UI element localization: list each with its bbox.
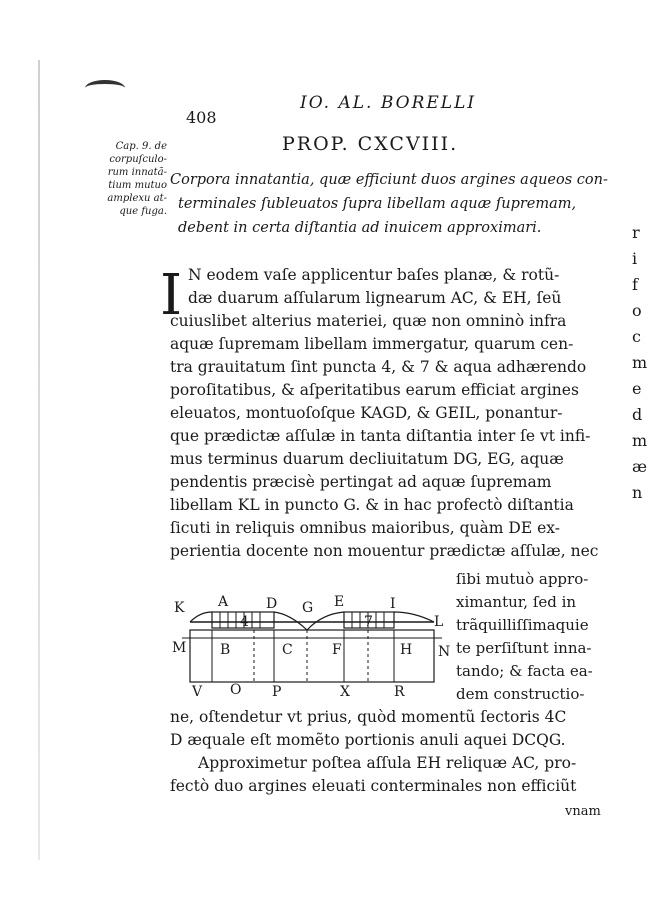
label-p: P	[272, 684, 282, 700]
body-line: eleuatos, montuoſoſque KAGD, & GEIL, ponantur-	[170, 404, 563, 422]
body-line: cuiuslibet alterius materiei, quæ non omninò infra	[170, 312, 567, 330]
wrapped-line: te perſiſtunt inna-	[456, 639, 592, 657]
margin-note	[72, 140, 167, 218]
edge-letter: d	[632, 405, 643, 424]
label-n: N	[438, 644, 451, 660]
edge-letter: o	[632, 301, 642, 320]
statement-line: Corpora innatantia, quæ efficiunt duos argines aqueos con-	[170, 172, 608, 188]
edge-letter: e	[632, 379, 642, 398]
margin-note-line: corpuſculo-	[109, 154, 167, 165]
binding-mark	[85, 80, 125, 96]
edge-letter: i	[632, 249, 638, 268]
proposition-statement	[170, 168, 610, 240]
margin-note-line: amplexu at-	[107, 193, 167, 204]
label-four: 4	[240, 614, 249, 630]
diagram-figure	[172, 590, 452, 700]
label-i: I	[390, 596, 396, 612]
label-seven: 7	[364, 614, 373, 630]
body-line: ſicuti in reliquis omnibus maioribus, quàm DE ex-	[170, 519, 560, 537]
drop-cap: I	[160, 263, 183, 328]
label-r: R	[394, 684, 405, 700]
catchword: vnam	[565, 804, 601, 819]
margin-note-line: tium mutuo	[108, 180, 167, 191]
proposition-title: PROP. CXCVIII.	[282, 133, 459, 155]
statement-line: debent in certa diſtantia ad inuicem approximari.	[178, 220, 542, 236]
edge-letter: m	[632, 353, 648, 372]
body-line: poroſitatibus, & aſperitatibus earum efficiat argines	[170, 381, 579, 399]
statement-line: terminales ſubleuatos ſupra libellam aquæ ſupremam,	[178, 196, 577, 212]
label-e: E	[334, 594, 345, 610]
margin-note-line: que fuga.	[119, 206, 167, 217]
label-v: V	[192, 684, 203, 700]
facing-page-letters	[632, 220, 647, 506]
bottom-line: fectò duo argines eleuati conterminales non efficiũt	[170, 777, 577, 795]
wrapped-line: tando; & facta ea-	[456, 662, 593, 680]
label-a: A	[218, 594, 229, 610]
body-line: N eodem vaſe applicentur baſes planæ, & rotũ-	[188, 266, 560, 284]
label-h: H	[400, 642, 413, 658]
label-d: D	[266, 596, 278, 612]
edge-letter: c	[632, 327, 641, 346]
facing-page-edge	[612, 0, 655, 900]
bottom-line: ne, oſtendetur vt prius, quòd momentũ ſectoris 4C	[170, 708, 567, 726]
label-g: G	[302, 600, 314, 616]
label-x: X	[340, 684, 350, 700]
body-line: mus terminus duarum decliuitatum DG, EG, aquæ	[170, 450, 564, 468]
body-line: tra grauitatum ſint puncta 4, & 7 & aqua adhærendo	[170, 358, 587, 376]
wrapped-line: trãquilliſſimaquie	[456, 616, 589, 634]
label-c: C	[282, 642, 293, 658]
wrapped-line: dem constructio-	[456, 685, 585, 703]
label-k: K	[174, 600, 185, 616]
label-l: L	[434, 614, 444, 630]
bottom-text	[170, 706, 610, 798]
wrapped-line: ſibi mutuò appro-	[456, 570, 589, 588]
label-o: O	[230, 682, 242, 698]
wrapped-text	[456, 568, 606, 706]
body-text	[170, 264, 600, 563]
bottom-line: Approximetur poſtea aſſula EH reliquæ AC, pro-	[198, 754, 577, 772]
edge-letter: f	[632, 275, 638, 294]
page-number: 408	[186, 108, 217, 127]
margin-note-line: Cap. 9. de	[115, 141, 167, 152]
body-line: perientia docente non mouentur prædictæ aſſulæ, nec	[170, 542, 599, 560]
body-line: pendentis præcisè pertingat ad aquæ ſupremam	[170, 473, 552, 491]
label-m: M	[172, 640, 187, 656]
body-line: que prædictæ aſſulæ in tanta diſtantia inter ſe vt infi-	[170, 427, 591, 445]
gutter-shadow	[38, 60, 40, 860]
body-line: libellam KL in puncto G. & in hac profectò diſtantia	[170, 496, 574, 514]
edge-letter: m	[632, 431, 648, 450]
edge-letter: n	[632, 483, 643, 502]
label-b: B	[220, 642, 231, 658]
running-head: IO. AL. BORELLI	[300, 93, 477, 113]
edge-letter: r	[632, 223, 640, 242]
wrapped-line: ximantur, ſed in	[456, 593, 577, 611]
body-line: dæ duarum aſſularum lignearum AC, & EH, ſeũ	[188, 289, 562, 307]
margin-note-line: rum innatã-	[107, 167, 167, 178]
edge-letter: æ	[632, 457, 648, 476]
bottom-line: D æquale eſt momẽto portionis anuli aquei DCQG.	[170, 731, 566, 749]
body-line: aquæ ſupremam libellam immergatur, quarum cen-	[170, 335, 574, 353]
label-f: F	[332, 642, 342, 658]
